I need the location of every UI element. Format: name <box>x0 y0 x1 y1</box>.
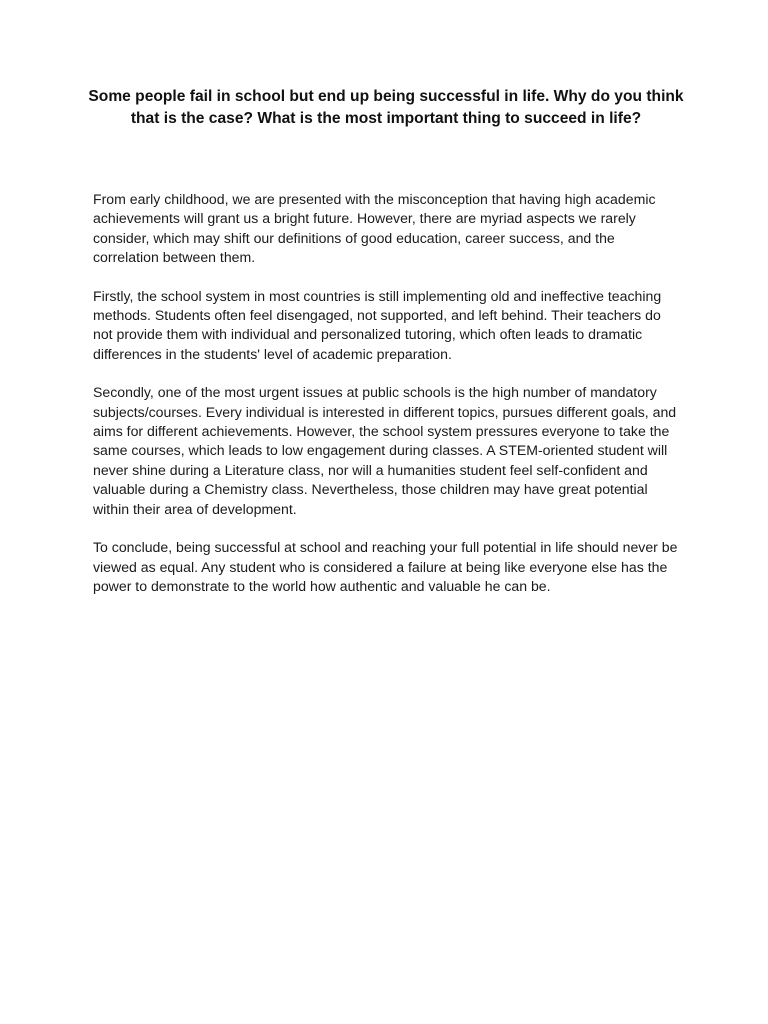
paragraph-firstly: Firstly, the school system in most countries is still implementing old and ineffective teaching methods. Students often feel disengaged, not supported, and left behind. Their teachers do not provide them with individual and personalized tutoring, which often leads to dramatic differences in the students' level of academic preparation. <box>93 287 662 362</box>
document-title: Some people fail in school but end up being successful in life. Why do you think that is the case? What is the most important thing to succeed in life? <box>88 88 684 127</box>
paragraph-intro: From early childhood, we are presented with the misconception that having high academic achievements will grant us a bright future. However, there are myriad aspects we rarely consider, which may shift our definitions of good education, career success, and the correlation between them. <box>93 191 656 266</box>
paragraph-conclusion: To conclude, being successful at school and reaching your full potential in life should never be viewed as equal. Any student who is considered a failure at being like everyone else has the power to demonstrate to the world how authentic and valuable he can be. <box>93 539 678 594</box>
paragraph-secondly: Secondly, one of the most urgent issues at public schools is the high number of mandatory subjects/courses. Every individual is interested in different topics, pursues different goals, and aims for different achievements. However, the school system pressures everyone to take the same courses, which leads to low engagement during classes. A STEM-oriented student will never shine during a Literature class, nor will a humanities student feel self-confident and valuable during a Chemistry class. Nevertheless, those children may have great potential within their area of development. <box>93 384 677 517</box>
document-body <box>93 190 678 615</box>
